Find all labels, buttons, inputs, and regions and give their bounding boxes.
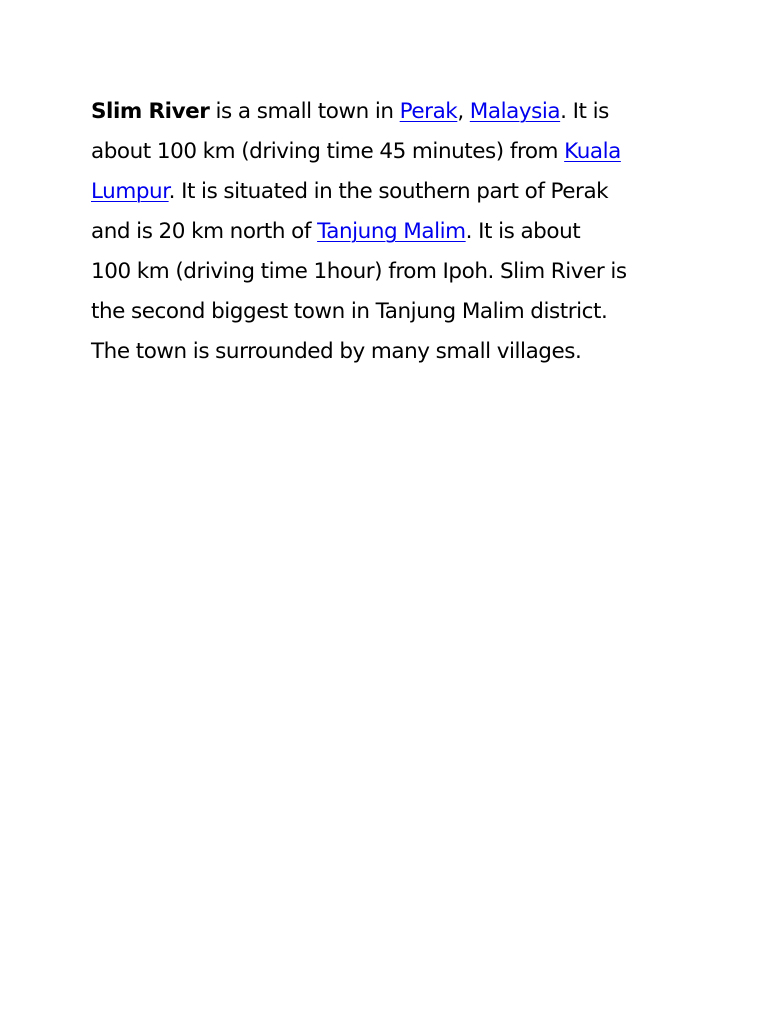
town-name-bold: Slim River [91,99,210,124]
text-line-5 [91,252,691,292]
text-segment: . It is [560,99,609,124]
text-line-6 [91,292,691,332]
link-perak[interactable]: Perak [399,99,458,124]
text-segment: . It is situated in the southern part of Perak [168,179,609,204]
link-malaysia[interactable]: Malaysia [469,99,561,124]
text-line-3 [91,172,691,212]
text-segment: , [457,99,470,124]
article-paragraph [91,92,691,372]
text-segment: . It is about [465,219,581,244]
text-line-7 [91,332,691,372]
text-segment: the second biggest town in Tanjung Malim district. [91,299,608,324]
text-segment: is a small town in [209,99,400,124]
text-line-4 [91,212,691,252]
text-segment: 100 km (driving time 1hour) from Ipoh. Slim River is [91,259,627,284]
link-tanjung-malim[interactable]: Tanjung Malim [317,219,466,244]
link-kuala-lumpur-part-2[interactable]: Lumpur [91,179,169,204]
text-segment: and is 20 km north of [91,219,318,244]
text-line-1 [91,92,691,132]
text-segment: The town is surrounded by many small villages. [91,339,582,364]
text-line-2 [91,132,691,172]
link-kuala-lumpur-part-1[interactable]: Kuala [564,139,621,164]
text-segment: about 100 km (driving time 45 minutes) from [91,139,565,164]
